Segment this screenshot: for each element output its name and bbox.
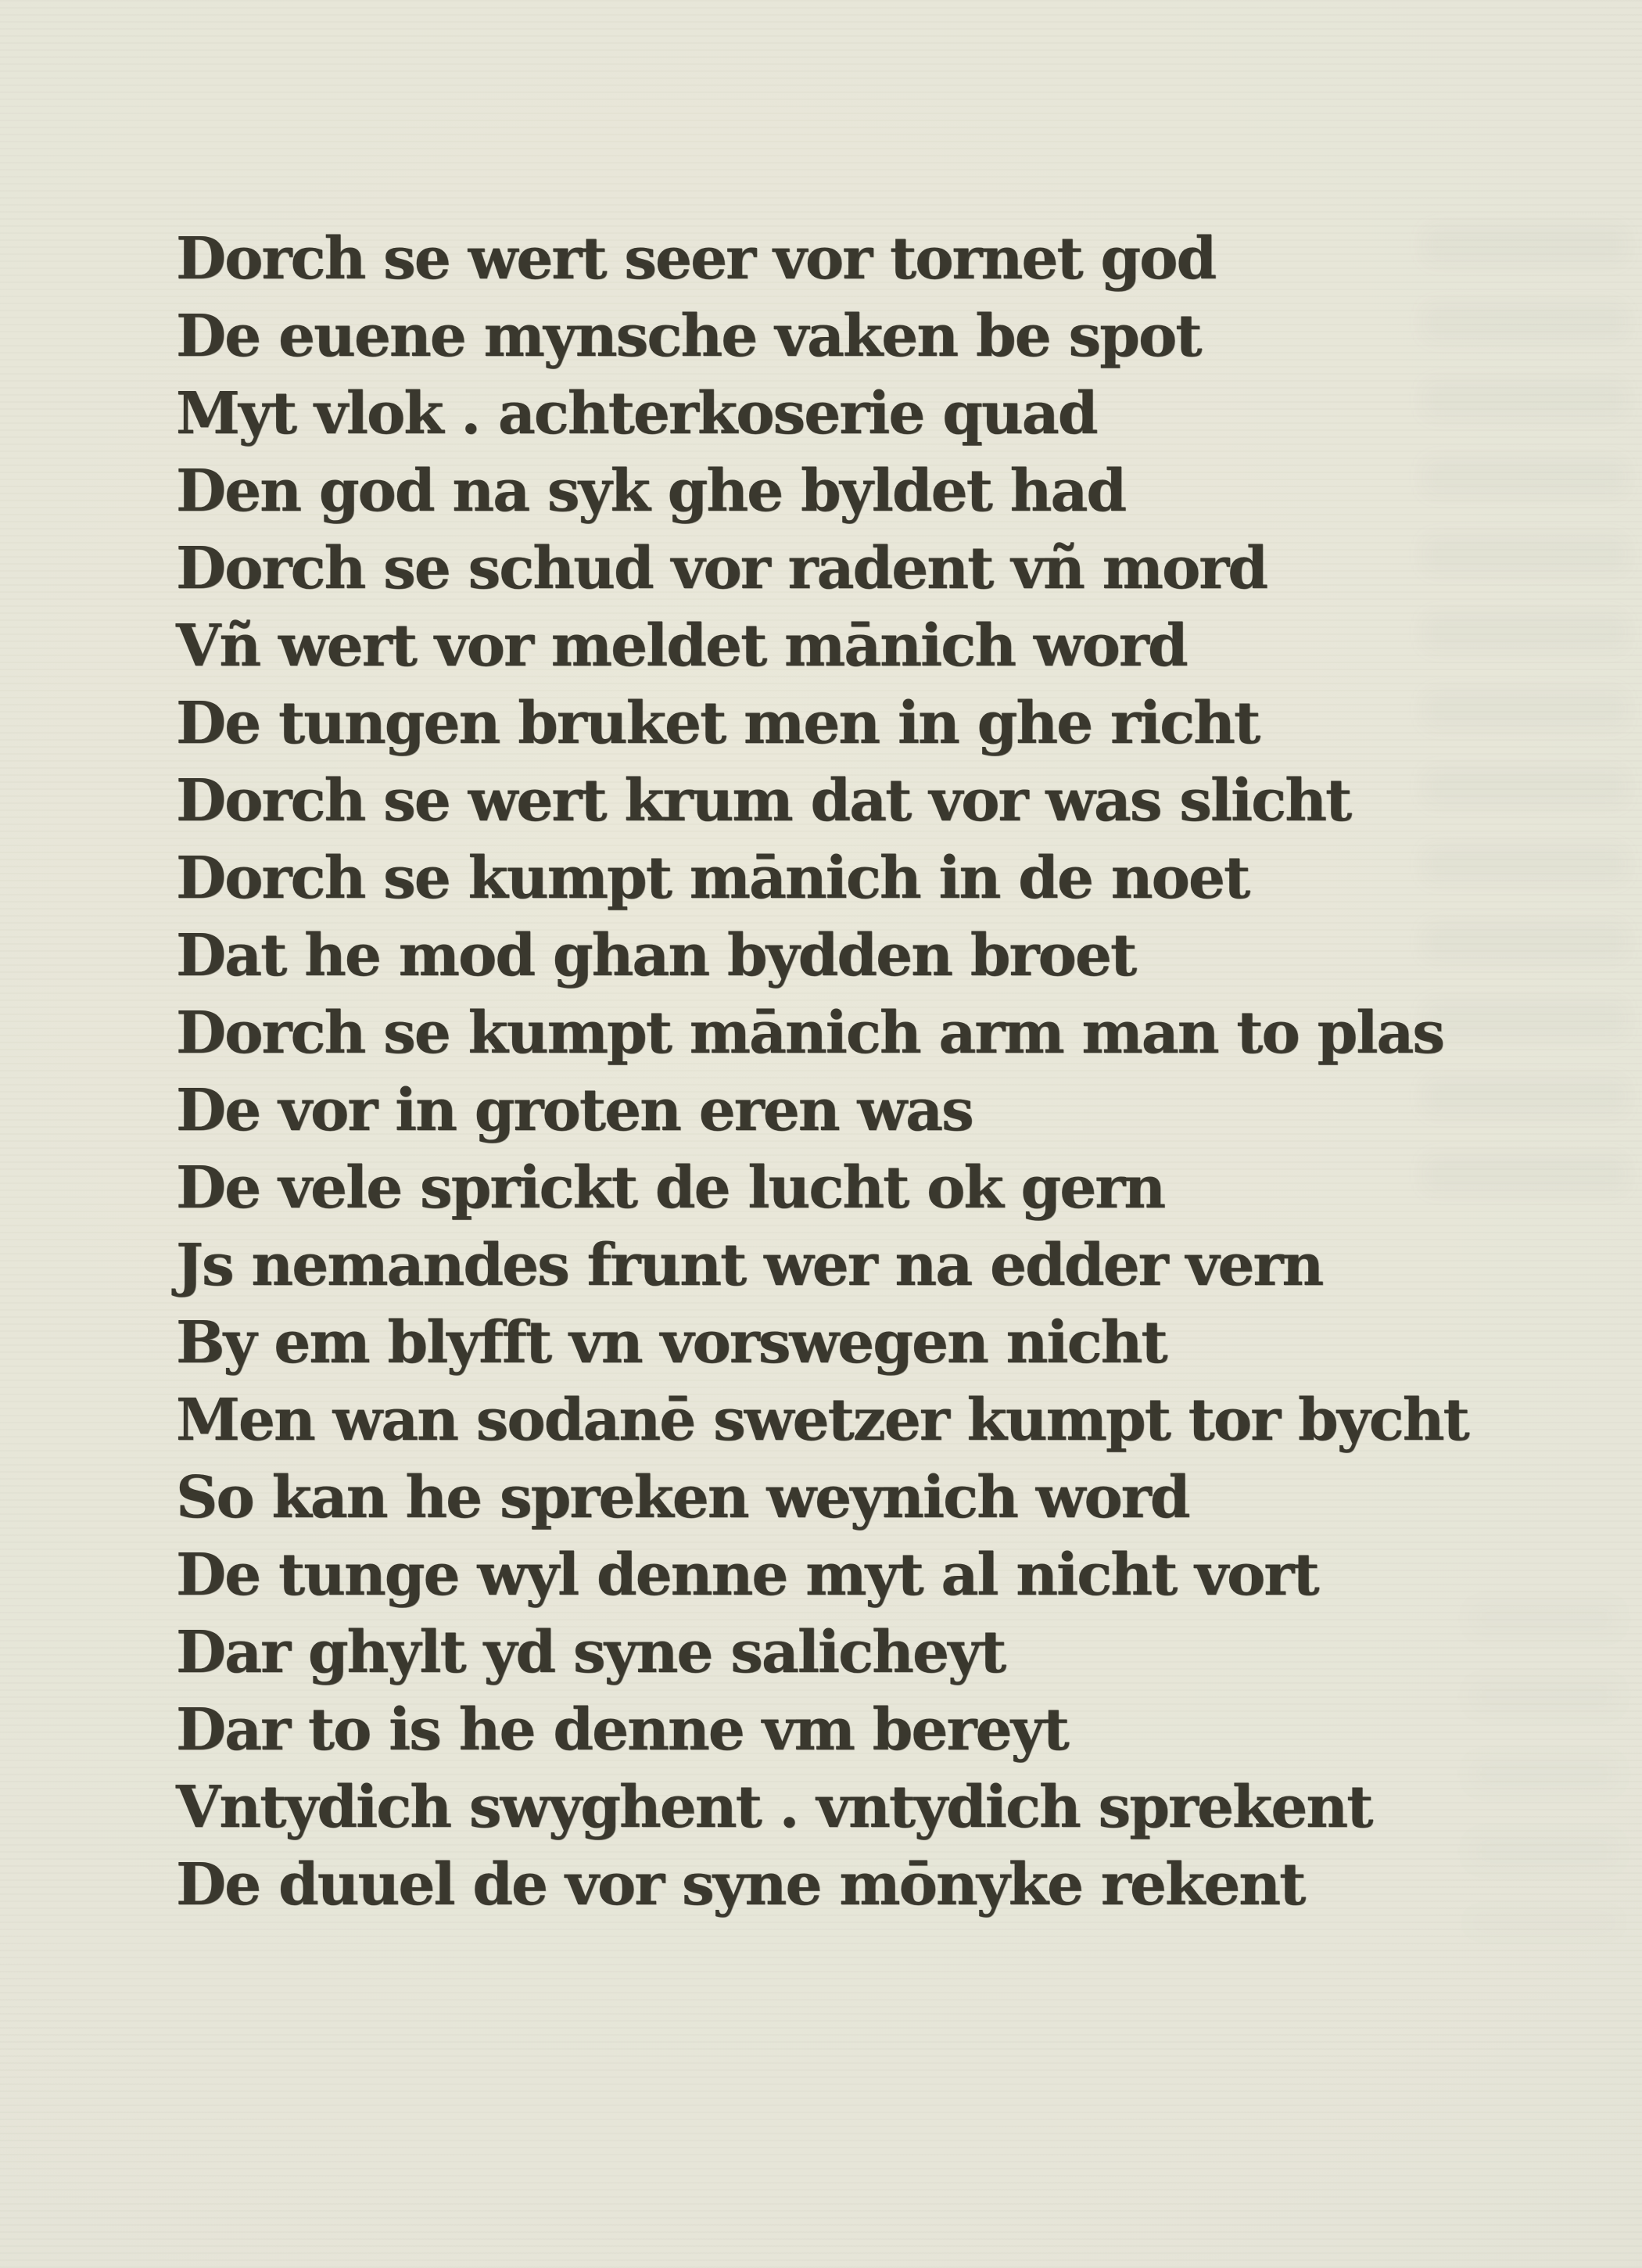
- poem-line: De duuel de vor syne mōnyke rekent: [176, 1851, 1305, 1918]
- poem-line: Vñ wert vor meldet mānich word: [176, 612, 1187, 680]
- poem-line: Dorch se kumpt mānich arm man to plas: [176, 999, 1444, 1067]
- poem-line: Dorch se kumpt mānich in de noet: [176, 845, 1249, 912]
- poem-line: So kan he spreken weynich word: [176, 1464, 1189, 1531]
- poem-line: De tunge wyl denne myt al nicht vort: [176, 1541, 1318, 1609]
- poem-line: Dorch se schud vor radent vñ mord: [176, 535, 1267, 602]
- poem-line: Den god na syk ghe byldet had: [176, 458, 1126, 525]
- poem-line: Vntydich swyghent . vntydich sprekent: [176, 1774, 1372, 1841]
- poem-line: Dorch se wert krum dat vor was slicht: [176, 767, 1351, 834]
- poem-line: Men wan sodanē swetzer kumpt tor bycht: [176, 1387, 1468, 1454]
- poem-line: Dorch se wert seer vor tornet god: [176, 225, 1216, 292]
- poem-line: De euene mynsche vaken be spot: [176, 303, 1201, 370]
- poem-line: Dat he mod ghan bydden broet: [176, 922, 1136, 989]
- poem-line: Dar to is he denne vm bereyt: [176, 1696, 1068, 1764]
- poem-line: De vele sprickt de lucht ok gern: [176, 1154, 1165, 1222]
- poem-line: Myt vlok . achterkoserie quad: [176, 380, 1097, 447]
- poem-line: Js nemandes frunt wer na edder vern: [176, 1232, 1323, 1299]
- poem-block: [176, 221, 1583, 1924]
- poem-line: Dar ghylt yd syne salicheyt: [176, 1619, 1006, 1686]
- poem-line: De tungen bruket men in ghe richt: [176, 690, 1260, 757]
- poem-line: By em blyfft vn vorswegen nicht: [176, 1309, 1167, 1376]
- poem-line: De vor in groten eren was: [176, 1077, 973, 1144]
